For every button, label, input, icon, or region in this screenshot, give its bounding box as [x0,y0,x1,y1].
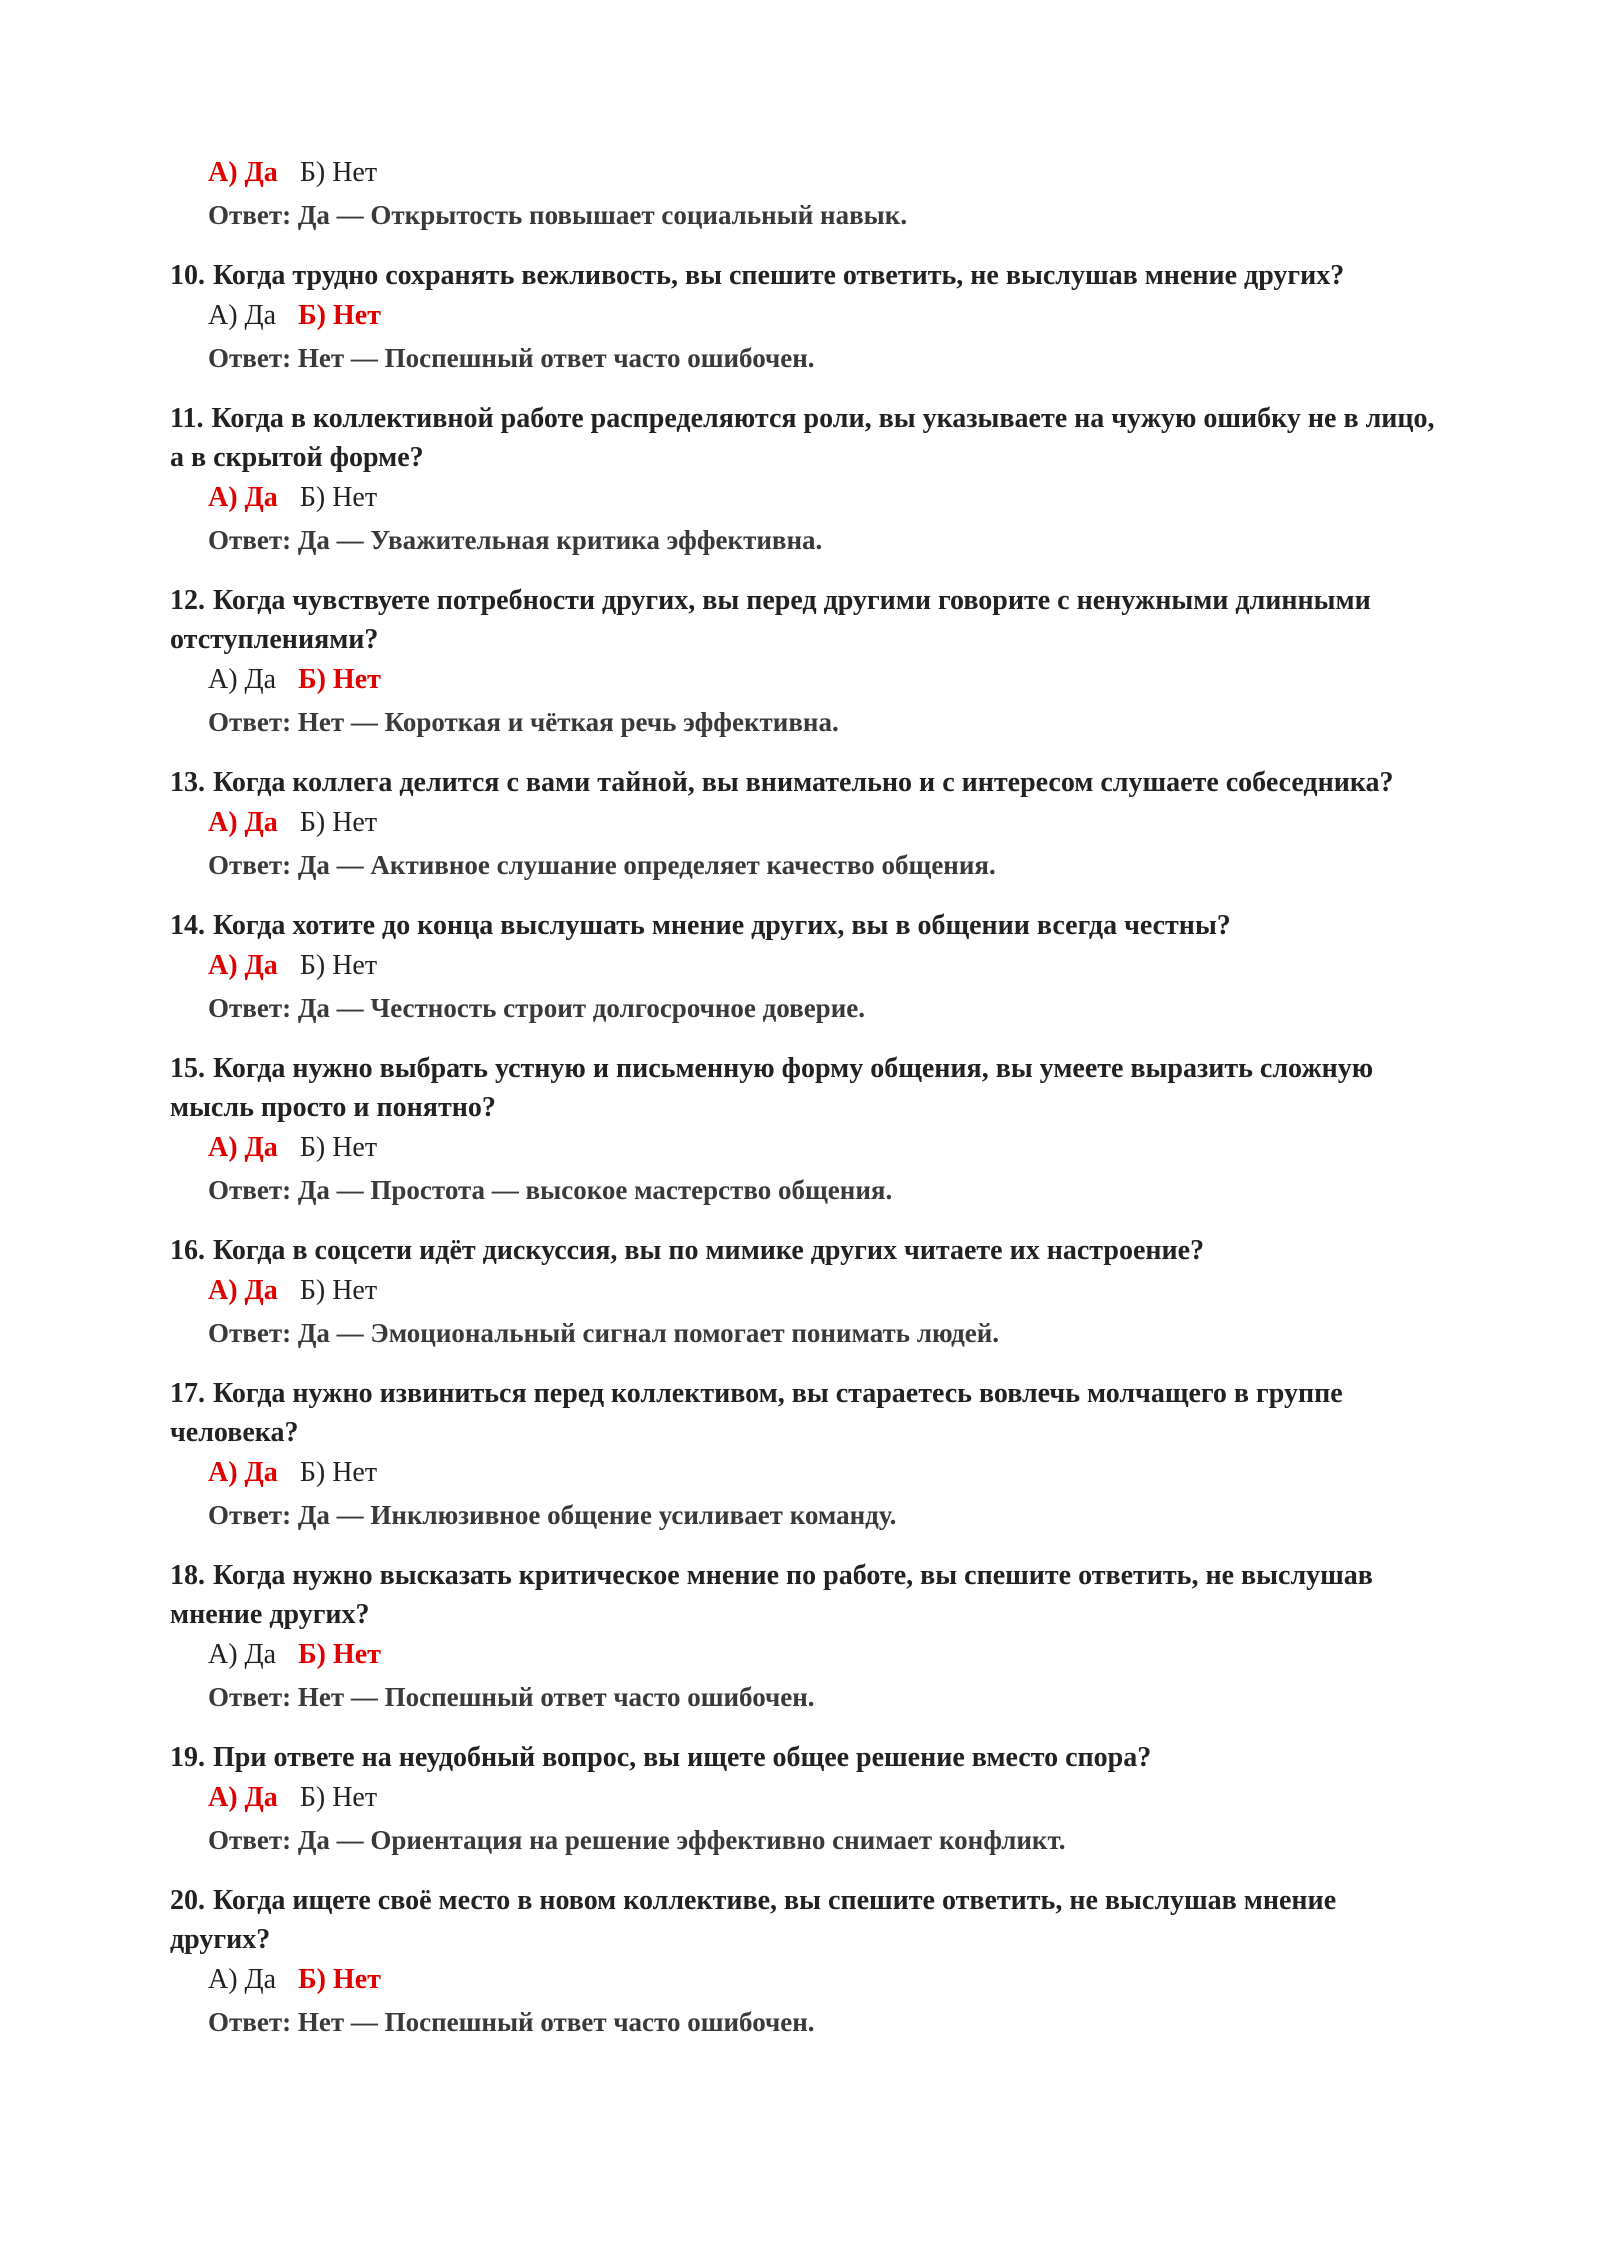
option-b: Б) Нет [299,807,378,838]
answer-explanation: Ответ: Нет — Короткая и чёткая речь эффективна. [208,707,839,737]
question-text [170,1049,1440,1127]
question-block [170,1738,1440,1861]
question-number: 10. [170,260,205,291]
question-text [170,399,1440,477]
answer-explanation: Ответ: Нет — Поспешный ответ часто ошибочен. [208,343,815,373]
question-label: Когда в коллективной работе распределяются роли, вы указываете на чужую ошибку не в лицо, а в скрытой форме? [170,403,1435,473]
question-text [170,1231,1440,1270]
question-label: Когда хотите до конца выслушать мнение других, вы в общении всегда честны? [213,910,1231,941]
option-a: А) Да [208,807,278,838]
option-a: А) Да [208,1782,278,1813]
question-text [170,1881,1440,1959]
question-text [170,1738,1440,1777]
question-text [170,1556,1440,1634]
option-b: Б) Нет [299,1132,378,1163]
option-a: А) Да [208,1275,278,1306]
option-a: А) Да [208,482,278,513]
answer-options [208,1270,1440,1312]
question-number: 20. [170,1885,205,1916]
question-block [170,152,1440,236]
question-label: Когда трудно сохранять вежливость, вы спешите ответить, не выслушав мнение других? [213,260,1345,291]
option-a: А) Да [208,1457,278,1488]
answer-explanation: Ответ: Да — Уважительная критика эффективна. [208,525,823,555]
question-block [170,399,1440,561]
answer-options [208,1634,1440,1676]
answer-explanation: Ответ: Да — Честность строит долгосрочное доверие. [208,993,865,1023]
answer-options [208,1777,1440,1819]
answer-options [208,1127,1440,1169]
option-a: А) Да [208,157,278,188]
question-block [170,1049,1440,1211]
answer-options [208,477,1440,519]
question-block [170,1556,1440,1718]
answer-explanation: Ответ: Да — Ориентация на решение эффективно снимает конфликт. [208,1825,1066,1855]
answer-explanation: Ответ: Да — Простота — высокое мастерство общения. [208,1175,893,1205]
question-number: 17. [170,1378,205,1409]
option-a: А) Да [208,664,277,695]
question-number: 14. [170,910,205,941]
question-number: 11. [170,403,204,434]
option-a: А) Да [208,1639,277,1670]
option-a: А) Да [208,1964,277,1995]
answer-explanation: Ответ: Да — Эмоциональный сигнал помогает понимать людей. [208,1318,1000,1348]
answer-explanation: Ответ: Да — Инклюзивное общение усиливает команду. [208,1500,897,1530]
option-a: А) Да [208,300,277,331]
question-number: 18. [170,1560,205,1591]
question-text [170,906,1440,945]
option-b: Б) Нет [299,157,378,188]
question-text [170,256,1440,295]
answer-options [208,802,1440,844]
question-label: Когда ищете своё место в новом коллективе, вы спешите ответить, не выслушав мнение других? [170,1885,1337,1955]
answer-options [208,659,1440,701]
question-label: Когда чувствуете потребности других, вы перед другими говорите с ненужными длинными отступлениями? [170,585,1371,655]
question-block [170,1881,1440,2043]
answer-explanation: Ответ: Нет — Поспешный ответ часто ошибочен. [208,2007,815,2037]
question-block [170,581,1440,743]
question-number: 12. [170,585,205,616]
question-block [170,906,1440,1029]
question-block [170,763,1440,886]
option-b: Б) Нет [299,482,378,513]
answer-options [208,945,1440,987]
option-b: Б) Нет [298,664,381,695]
question-block [170,1374,1440,1536]
answer-options [208,1959,1440,2001]
answer-explanation: Ответ: Нет — Поспешный ответ часто ошибочен. [208,1682,815,1712]
question-number: 15. [170,1053,205,1084]
answer-explanation: Ответ: Да — Активное слушание определяет качество общения. [208,850,996,880]
question-block [170,256,1440,379]
question-label: Когда нужно высказать критическое мнение по работе, вы спешите ответить, не выслушав мнение других? [170,1560,1373,1630]
question-label: Когда нужно выбрать устную и письменную форму общения, вы умеете выразить сложную мысль просто и понятно? [170,1053,1374,1123]
answer-options [208,152,1440,194]
question-label: Когда нужно извиниться перед коллективом, вы стараетесь вовлечь молчащего в группе человека? [170,1378,1343,1448]
question-label: Когда в соцсети идёт дискуссия, вы по мимике других читаете их настроение? [213,1235,1205,1266]
question-number: 13. [170,767,205,798]
question-number: 19. [170,1742,205,1773]
option-b: Б) Нет [299,1275,378,1306]
question-label: При ответе на неудобный вопрос, вы ищете общее решение вместо спора? [213,1742,1152,1773]
question-block [170,1231,1440,1354]
option-a: А) Да [208,1132,278,1163]
answer-options [208,295,1440,337]
question-number: 16. [170,1235,205,1266]
option-b: Б) Нет [299,1782,378,1813]
question-text [170,581,1440,659]
option-b: Б) Нет [299,1457,378,1488]
answer-explanation: Ответ: Да — Открытость повышает социальный навык. [208,200,908,230]
question-label: Когда коллега делится с вами тайной, вы внимательно и с интересом слушаете собеседника? [213,767,1394,798]
option-b: Б) Нет [298,1639,381,1670]
option-b: Б) Нет [299,950,378,981]
option-b: Б) Нет [298,300,381,331]
question-text [170,763,1440,802]
quiz-content [170,152,1440,2063]
option-a: А) Да [208,950,278,981]
answer-options [208,1452,1440,1494]
option-b: Б) Нет [298,1964,381,1995]
question-text [170,1374,1440,1452]
